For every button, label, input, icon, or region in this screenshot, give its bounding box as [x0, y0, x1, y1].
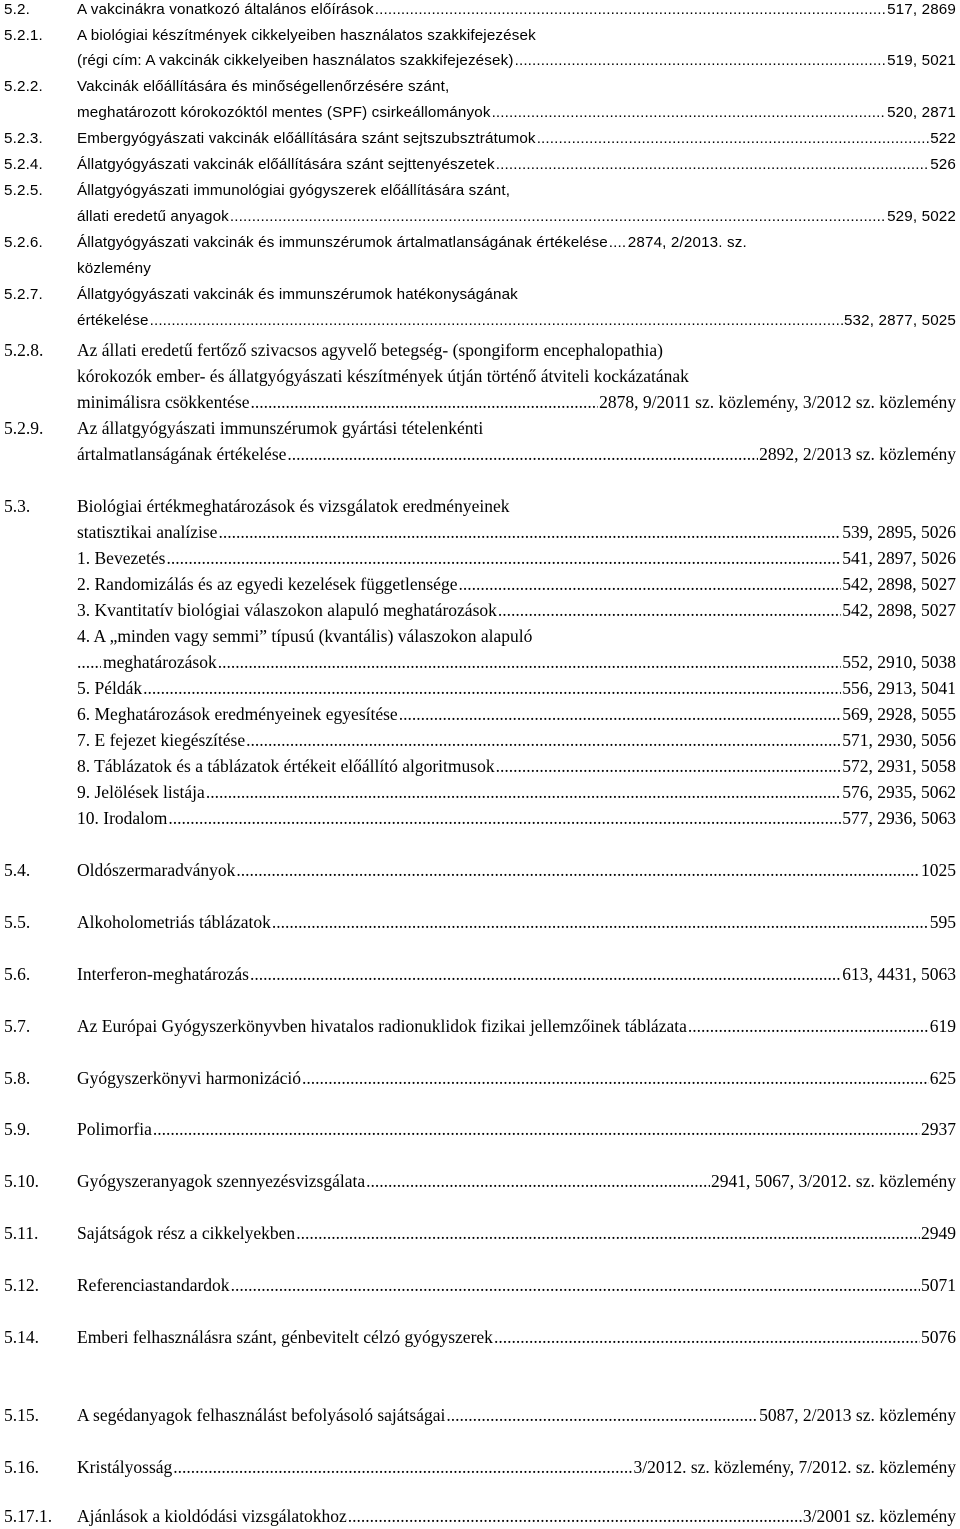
toc-entry-continuation: [0, 363, 960, 389]
toc-subentry[interactable]: [0, 701, 960, 727]
subsection-title: 1. Bevezetés: [77, 548, 166, 568]
toc-entry-continuation: [0, 519, 960, 545]
toc-subentry[interactable]: [0, 753, 960, 779]
page-refs: 529, 5022: [887, 208, 956, 225]
section-title-line2: ártalmatlanságának értékelése: [77, 444, 287, 464]
toc-entry-continuation: [0, 308, 960, 334]
section-title-line2: statisztikai analízise: [77, 522, 218, 542]
page-refs: 569, 2928, 5055: [842, 704, 956, 724]
section-title: Interferon-meghatározás: [77, 964, 249, 984]
section-title: Gyógyszeranyagok szennyezésvizsgálata: [77, 1171, 366, 1191]
toc-entry[interactable]: [0, 909, 960, 935]
dot-leader: [218, 649, 842, 675]
dot-leader: [150, 308, 843, 334]
section-title: Ajánlások a kioldódási vizsgálatokhoz: [77, 1506, 347, 1526]
dot-leader: [515, 48, 887, 74]
page-refs: 2892, 2/2013 sz. közlemény: [759, 444, 956, 464]
section-title: Az Európai Gyógyszerkönyvben hivatalos radionuklidok fizikai jellemzőinek táblázata: [77, 1016, 687, 1036]
section-title: Sajátságok rész a cikkelyekben: [77, 1223, 296, 1243]
toc-entry[interactable]: [0, 1220, 960, 1246]
page-refs: 532, 2877, 5025: [843, 312, 956, 329]
section-title: Kristályosság: [77, 1457, 173, 1477]
dot-leader: [173, 1454, 632, 1480]
section-number: 5.2.3.: [4, 130, 43, 147]
page-refs: 556, 2913, 5041: [842, 678, 956, 698]
toc-entry[interactable]: [0, 337, 960, 363]
dot-leader: [366, 1168, 710, 1194]
section-title: Gyógyszerkönyvi harmonizáció: [77, 1068, 302, 1088]
toc-entry[interactable]: [0, 1503, 960, 1529]
dot-leader: [168, 805, 841, 831]
page-refs: 539, 2895, 5026: [842, 522, 956, 542]
subsection-title: 4. A „minden vagy semmi” típusú (kvantális) válaszokon alapuló: [77, 626, 533, 646]
page-refs: 520, 2871: [887, 104, 956, 121]
toc-entry-continuation: [0, 441, 960, 467]
toc-entry[interactable]: [0, 1065, 960, 1091]
section-title: Oldószermaradványok: [77, 860, 236, 880]
toc-entry[interactable]: [0, 1013, 960, 1039]
section-number: 5.16.: [4, 1457, 39, 1477]
toc-subentry[interactable]: [0, 545, 960, 571]
section-title: Embergyógyászati vakcinák előállítására szánt sejtszubsztrátumok: [77, 130, 536, 147]
section-number: 5.6.: [4, 964, 31, 984]
page-refs: 526: [930, 156, 956, 173]
section-number: 5.12.: [4, 1275, 39, 1295]
toc-entry[interactable]: [0, 1402, 960, 1428]
toc-entry[interactable]: [0, 1116, 960, 1142]
section-title: A biológiai készítmények cikkelyeiben használatos szakkifejezések: [77, 27, 536, 44]
dot-leader: [251, 389, 599, 415]
section-number: 5.8.: [4, 1068, 31, 1088]
toc-entry[interactable]: [0, 415, 960, 441]
page-refs: 541, 2897, 5026: [842, 548, 956, 568]
toc-entry[interactable]: [0, 74, 960, 100]
section-title-line3: minimálisra csökkentése: [77, 392, 250, 412]
toc-entry[interactable]: [0, 230, 960, 256]
page-refs: 552, 2910, 5038: [842, 652, 956, 672]
page-refs: 517, 2869: [887, 1, 956, 18]
toc-entry[interactable]: [0, 1272, 960, 1298]
page-refs: 1025: [921, 860, 956, 880]
dot-leader: [230, 204, 886, 230]
toc-subentry[interactable]: [0, 779, 960, 805]
toc-entry[interactable]: [0, 1454, 960, 1480]
toc-entry[interactable]: [0, 493, 960, 519]
dot-leader: [496, 753, 842, 779]
section-number: 5.2.: [4, 1, 30, 18]
section-number: 5.2.7.: [4, 286, 43, 303]
dot-leader: [688, 1013, 929, 1039]
page-refs: 572, 2931, 5058: [842, 756, 956, 776]
section-number: 5.10.: [4, 1171, 39, 1191]
page-refs: 5071: [921, 1275, 956, 1295]
toc-entry-continuation: [0, 48, 960, 74]
toc-entry-continuation: [0, 100, 960, 126]
dot-leader: [218, 519, 841, 545]
dot-leader: [153, 1116, 920, 1142]
toc-entry[interactable]: [0, 152, 960, 178]
subsection-title: 8. Táblázatok és a táblázatok értékeit előállító algoritmusok: [77, 756, 495, 776]
page-refs: 522: [930, 130, 956, 147]
section-number: 5.15.: [4, 1405, 39, 1425]
toc-entry-continuation: [0, 204, 960, 230]
page-refs: 625: [929, 1068, 956, 1088]
toc-entry[interactable]: [0, 1168, 960, 1194]
section-title: Emberi felhasználásra szánt, génbevitelt célzó gyógyszerek: [77, 1327, 493, 1347]
dot-leader: [287, 441, 758, 467]
section-number: 5.4.: [4, 860, 31, 880]
section-title-line2: meghatározott kórokozóktól mentes (SPF) csirkeállományok: [77, 104, 491, 121]
page-refs: 619: [929, 1016, 956, 1036]
toc-subentry[interactable]: [0, 727, 960, 753]
page-refs: 2878, 9/2011 sz. közlemény, 3/2012 sz. közlemény: [599, 392, 956, 412]
toc-subentry[interactable]: [0, 805, 960, 831]
dot-leader: [77, 649, 101, 675]
toc-entry-continuation: [0, 389, 960, 415]
dot-leader: [609, 230, 627, 256]
dot-leader: [399, 701, 842, 727]
section-title-line2: állati eredetű anyagok: [77, 208, 229, 225]
dot-leader: [458, 571, 841, 597]
toc-entry[interactable]: [0, 282, 960, 308]
toc-subentry[interactable]: [0, 597, 960, 623]
toc-entry[interactable]: [0, 0, 960, 23]
section-title: Állatgyógyászati vakcinák és immunszérumok hatékonyságának: [77, 286, 518, 303]
section-title: Az állatgyógyászati immunszérumok gyártási tételenkénti: [77, 418, 484, 438]
section-title: Állatgyógyászati vakcinák előállítására szánt sejttenyészetek: [77, 156, 495, 173]
section-title-line2: értékelése: [77, 312, 149, 329]
page-refs: 571, 2930, 5056: [842, 730, 956, 750]
page-refs: 542, 2898, 5027: [842, 574, 956, 594]
section-number: 5.5.: [4, 912, 31, 932]
page-refs: 519, 5021: [887, 52, 956, 69]
subsection-title-line2: meghatározások: [103, 652, 217, 672]
subsection-title: 10. Irodalom: [77, 808, 168, 828]
section-number: 5.2.5.: [4, 182, 43, 199]
page-refs: 613, 4431, 5063: [842, 964, 956, 984]
dot-leader: [494, 1324, 920, 1350]
page-refs: 2874, 2/2013. sz.: [627, 234, 747, 251]
section-number: 5.7.: [4, 1016, 31, 1036]
dot-leader: [166, 545, 841, 571]
toc-subentry-continuation: [0, 649, 960, 675]
section-number: 5.2.6.: [4, 234, 43, 251]
page-refs: 2949: [921, 1223, 956, 1243]
section-title: Vakcinák előállítására és minőségellenőrzésére szánt,: [77, 78, 450, 95]
section-number: 5.2.4.: [4, 156, 43, 173]
subsection-title: 5. Példák: [77, 678, 143, 698]
dot-leader: [143, 675, 841, 701]
section-title: A vakcinákra vonatkozó általános előírások: [77, 1, 374, 18]
page-refs: 577, 2936, 5063: [842, 808, 956, 828]
toc-subentry[interactable]: [0, 623, 960, 649]
toc-subentry[interactable]: [0, 675, 960, 701]
section-title: Alkoholometriás táblázatok: [77, 912, 271, 932]
toc-subentry[interactable]: [0, 571, 960, 597]
toc-entry[interactable]: [0, 178, 960, 204]
toc-entry[interactable]: [0, 23, 960, 49]
dot-leader: [250, 961, 841, 987]
page-refs: 2941, 5067, 3/2012. sz. közlemény: [711, 1171, 956, 1191]
page-refs: 5087, 2/2013 sz. közlemény: [759, 1405, 956, 1425]
dot-leader: [272, 909, 929, 935]
dot-leader: [206, 779, 841, 805]
subsection-title: 7. E fejezet kiegészítése: [77, 730, 246, 750]
section-title-line2: (régi cím: A vakcinák cikkelyeiben használatos szakkifejezések): [77, 52, 514, 69]
dot-leader: [375, 0, 886, 23]
page-refs: 5076: [921, 1327, 956, 1347]
toc-entry[interactable]: [0, 1324, 960, 1350]
page-refs: 595: [929, 912, 956, 932]
section-number: 5.2.9.: [4, 418, 44, 438]
section-title-line2: közlemény: [77, 260, 151, 277]
page-refs: 3/2001 sz. közlemény: [802, 1506, 956, 1526]
section-title: Állatgyógyászati vakcinák és immunszérumok ártalmatlanságának értékelése: [77, 234, 608, 251]
dot-leader: [348, 1503, 802, 1529]
page-refs: 3/2012. sz. közlemény, 7/2012. sz. közlemény: [633, 1457, 956, 1477]
toc-entry-continuation: [0, 256, 960, 282]
dot-leader: [492, 100, 887, 126]
section-number: 5.2.8.: [4, 340, 44, 360]
dot-leader: [296, 1220, 920, 1246]
dot-leader: [537, 126, 930, 152]
section-number: 5.14.: [4, 1327, 39, 1347]
dot-leader: [236, 857, 920, 883]
section-title: A segédanyagok felhasználást befolyásoló sajátságai: [77, 1405, 446, 1425]
dot-leader: [496, 152, 929, 178]
section-title: Referenciastandardok: [77, 1275, 230, 1295]
subsection-title: 2. Randomizálás és az egyedi kezelések függetlensége: [77, 574, 458, 594]
section-title: Állatgyógyászati immunológiai gyógyszerek előállítására szánt,: [77, 182, 511, 199]
section-title-line2: kórokozók ember- és állatgyógyászati készítmények útján történő átviteli kockázatának: [77, 366, 689, 386]
section-number: 5.2.1.: [4, 27, 43, 44]
subsection-title: 6. Meghatározások eredményeinek egyesítése: [77, 704, 398, 724]
subsection-title: 9. Jelölések listája: [77, 782, 205, 802]
toc-entry[interactable]: [0, 857, 960, 883]
section-number: 5.9.: [4, 1119, 31, 1139]
section-number: 5.3.: [4, 496, 31, 516]
page-refs: 542, 2898, 5027: [842, 600, 956, 620]
dot-leader: [446, 1402, 758, 1428]
dot-leader: [231, 1272, 920, 1298]
section-number: 5.11.: [4, 1223, 39, 1243]
section-number: 5.2.2.: [4, 78, 43, 95]
section-number: 5.17.1.: [4, 1506, 53, 1526]
page-refs: 2937: [921, 1119, 956, 1139]
subsection-title: 3. Kvantitatív biológiai válaszokon alapuló meghatározások: [77, 600, 497, 620]
dot-leader: [498, 597, 841, 623]
toc-entry[interactable]: [0, 961, 960, 987]
dot-leader: [302, 1065, 929, 1091]
section-title: Az állati eredetű fertőző szivacsos agyvelő betegség- (spongiform encephalopathia): [77, 340, 664, 360]
section-title: Polimorfia: [77, 1119, 152, 1139]
dot-leader: [246, 727, 841, 753]
toc-entry[interactable]: [0, 126, 960, 152]
section-title: Biológiai értékmeghatározások és vizsgálatok eredményeinek: [77, 496, 510, 516]
page-refs: 576, 2935, 5062: [842, 782, 956, 802]
